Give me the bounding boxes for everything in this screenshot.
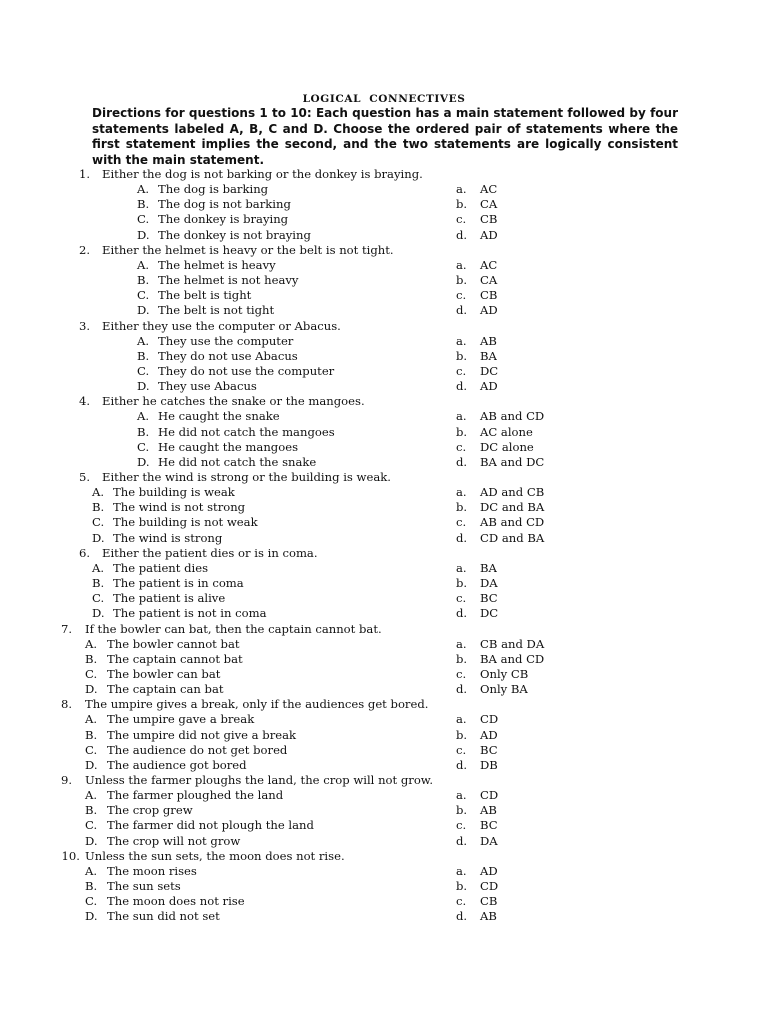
- option-row: [0, 637, 768, 652]
- question-row: [0, 849, 768, 864]
- option-letter: B.: [85, 803, 98, 818]
- answer-choice-letter: c.: [456, 212, 467, 227]
- answer-choice-letter: a.: [456, 182, 467, 197]
- option-row: [0, 379, 768, 394]
- option-row: [0, 591, 768, 606]
- option-row: [0, 288, 768, 303]
- answer-choice-letter: b.: [456, 651, 468, 666]
- question-statement: Either the patient dies or is in coma.: [102, 545, 318, 560]
- answer-choice-letter: c.: [456, 742, 467, 757]
- question-number: 6.: [78, 545, 90, 560]
- option-text: They use the computer: [158, 333, 294, 348]
- option-row: [0, 364, 768, 379]
- question-row: [0, 546, 768, 561]
- option-letter: A.: [92, 485, 105, 500]
- question-number: 8.: [60, 697, 72, 712]
- option-letter: D.: [137, 227, 150, 242]
- option-row: [0, 531, 768, 546]
- option-text: The building is not weak: [113, 515, 258, 530]
- option-text: They do not use Abacus: [158, 348, 298, 363]
- answer-choice-letter: a.: [456, 788, 467, 803]
- option-row: [0, 834, 768, 849]
- option-text: The captain can bat: [107, 682, 224, 697]
- option-row: [0, 879, 768, 894]
- question-number: 10.: [61, 848, 80, 863]
- option-text: The farmer did not plough the land: [107, 818, 314, 833]
- directions-text: Directions for questions 1 to 10: Each question has a main statement followed by four statements labeled A, B, C and D. Choose the ordered pair of statements where the first statement implies the second, and the two statements are logically consistent with the main statement.: [92, 106, 678, 167]
- option-text: The crop grew: [107, 803, 193, 818]
- option-letter: D.: [85, 833, 98, 848]
- answer-choice-text: BC: [480, 818, 498, 833]
- option-text: The donkey is not braying: [158, 227, 311, 242]
- option-letter: D.: [85, 909, 98, 924]
- answer-choice-text: BA: [480, 560, 497, 575]
- question-statement: Either the wind is strong or the building is weak.: [102, 470, 391, 484]
- question-statement: The umpire gives a break, only if the audiences get bored.: [85, 697, 429, 712]
- answer-choice-text: AC alone: [480, 424, 533, 439]
- option-row: [0, 712, 768, 727]
- answer-choice-letter: b.: [456, 803, 468, 818]
- option-row: [0, 576, 768, 591]
- question-number: 1.: [78, 167, 90, 181]
- option-row: [0, 455, 768, 470]
- question-statement: Either they use the computer or Abacus.: [102, 318, 341, 333]
- option-row: [0, 197, 768, 212]
- option-letter: D.: [85, 682, 98, 697]
- option-letter: A.: [85, 636, 98, 651]
- answer-choice-text: CB and DA: [480, 636, 545, 651]
- option-text: The building is weak: [113, 485, 235, 500]
- answer-choice-letter: b.: [456, 576, 468, 591]
- option-letter: C.: [85, 666, 98, 681]
- question-row: [0, 319, 768, 334]
- question-statement: Either the dog is not barking or the donkey is braying.: [102, 167, 423, 181]
- question-number: 7.: [60, 621, 72, 636]
- answer-choice-letter: c.: [456, 666, 467, 681]
- option-letter: B.: [137, 348, 150, 363]
- question-row: [0, 773, 768, 788]
- option-letter: A.: [137, 257, 150, 272]
- answer-choice-letter: a.: [456, 863, 467, 878]
- question-number: 4.: [78, 394, 90, 409]
- option-letter: A.: [85, 788, 98, 803]
- option-letter: B.: [137, 273, 150, 288]
- option-text: The dog is not barking: [158, 197, 291, 212]
- answer-choice-text: DC alone: [480, 439, 534, 454]
- option-text: He did not catch the snake: [158, 454, 317, 469]
- option-row: [0, 500, 768, 515]
- answer-choice-text: CB: [480, 288, 498, 303]
- option-row: [0, 743, 768, 758]
- answer-choice-text: AD: [480, 863, 498, 878]
- answer-choice-text: CD: [480, 879, 499, 894]
- option-row: [0, 409, 768, 424]
- answer-choice-text: DC: [480, 606, 499, 621]
- option-row: [0, 788, 768, 803]
- option-text: The donkey is braying: [158, 212, 289, 227]
- option-row: [0, 212, 768, 227]
- option-text: The patient is not in coma: [113, 606, 267, 621]
- option-text: The sun sets: [107, 879, 181, 894]
- answer-choice-letter: d.: [456, 909, 468, 924]
- answer-choice-text: CA: [480, 273, 498, 288]
- answer-choice-letter: d.: [456, 682, 468, 697]
- answer-choice-letter: b.: [456, 273, 468, 288]
- option-row: [0, 894, 768, 909]
- answer-choice-text: AD: [480, 227, 498, 242]
- answer-choice-letter: a.: [456, 712, 467, 727]
- option-row: [0, 667, 768, 682]
- option-letter: C.: [85, 742, 98, 757]
- answer-choice-text: DB: [480, 757, 498, 772]
- option-row: [0, 682, 768, 697]
- option-letter: C.: [137, 288, 150, 303]
- option-text: They do not use the computer: [158, 363, 335, 378]
- answer-choice-letter: b.: [456, 424, 468, 439]
- answer-choice-text: CB: [480, 894, 498, 909]
- answer-choice-text: AD: [480, 379, 498, 394]
- option-text: The audience got bored: [107, 757, 247, 772]
- answer-choice-text: AD: [480, 727, 498, 742]
- answer-choice-letter: a.: [456, 636, 467, 651]
- option-letter: D.: [137, 303, 150, 318]
- question-row: [0, 243, 768, 258]
- answer-choice-text: AB and CD: [480, 515, 545, 530]
- option-text: The audience do not get bored: [107, 742, 288, 757]
- answer-choice-letter: b.: [456, 348, 468, 363]
- question-row: [0, 167, 768, 182]
- answer-choice-letter: d.: [456, 606, 468, 621]
- option-letter: B.: [92, 500, 105, 515]
- question-row: [0, 470, 768, 485]
- answer-choice-letter: a.: [456, 560, 467, 575]
- question-number: 9.: [60, 773, 72, 787]
- option-letter: C.: [92, 591, 105, 606]
- answer-choice-text: AB: [480, 803, 497, 818]
- option-letter: B.: [137, 197, 150, 212]
- question-number: 5.: [78, 470, 90, 484]
- option-letter: D.: [92, 530, 105, 545]
- question-statement: Either the helmet is heavy or the belt is not tight.: [102, 242, 394, 257]
- question-row: [0, 622, 768, 637]
- answer-choice-text: AB: [480, 333, 497, 348]
- option-text: The wind is not strong: [113, 500, 246, 515]
- answer-choice-text: CD: [480, 788, 499, 803]
- option-text: He caught the mangoes: [158, 439, 299, 454]
- answer-choice-letter: d.: [456, 379, 468, 394]
- option-letter: C.: [137, 363, 150, 378]
- question-statement: If the bowler can bat, then the captain cannot bat.: [85, 621, 382, 636]
- option-letter: B.: [137, 424, 150, 439]
- answer-choice-letter: a.: [456, 409, 467, 424]
- option-letter: C.: [85, 894, 98, 909]
- option-row: [0, 228, 768, 243]
- option-letter: A.: [92, 560, 105, 575]
- option-row: [0, 440, 768, 455]
- option-letter: D.: [137, 379, 150, 394]
- option-letter: A.: [137, 333, 150, 348]
- answer-choice-letter: d.: [456, 833, 468, 848]
- option-letter: A.: [137, 409, 150, 424]
- answer-choice-text: BA and CD: [480, 651, 545, 666]
- answer-choice-text: BC: [480, 742, 498, 757]
- option-letter: D.: [137, 454, 150, 469]
- answer-choice-text: AB: [480, 909, 497, 924]
- question-statement: Unless the farmer ploughs the land, the crop will not grow.: [85, 773, 434, 787]
- option-row: [0, 485, 768, 500]
- option-letter: D.: [92, 606, 105, 621]
- answer-choice-text: Only BA: [480, 682, 528, 697]
- option-letter: B.: [85, 651, 98, 666]
- answer-choice-text: DC and BA: [480, 500, 545, 515]
- answer-choice-letter: c.: [456, 363, 467, 378]
- answer-choice-text: BA: [480, 348, 497, 363]
- option-text: The crop will not grow: [107, 833, 241, 848]
- option-row: [0, 818, 768, 833]
- answer-choice-text: DA: [480, 833, 498, 848]
- option-text: The patient dies: [113, 560, 209, 575]
- option-letter: D.: [85, 757, 98, 772]
- option-row: [0, 803, 768, 818]
- answer-choice-text: DC: [480, 363, 499, 378]
- answer-choice-letter: c.: [456, 515, 467, 530]
- option-row: [0, 349, 768, 364]
- answer-choice-text: CA: [480, 197, 498, 212]
- question-statement: Unless the sun sets, the moon does not rise.: [85, 848, 345, 863]
- question-number: 3.: [78, 318, 90, 333]
- option-row: [0, 334, 768, 349]
- question-number: 2.: [78, 242, 90, 257]
- option-row: [0, 258, 768, 273]
- option-text: The dog is barking: [158, 182, 269, 197]
- option-row: [0, 182, 768, 197]
- answer-choice-letter: c.: [456, 894, 467, 909]
- answer-choice-text: Only CB: [480, 666, 529, 681]
- answer-choice-text: AC: [480, 182, 498, 197]
- option-letter: C.: [137, 439, 150, 454]
- option-text: The bowler cannot bat: [107, 636, 240, 651]
- answer-choice-text: CB: [480, 212, 498, 227]
- option-text: The helmet is not heavy: [158, 273, 299, 288]
- option-text: The wind is strong: [113, 530, 223, 545]
- question-statement: Either he catches the snake or the mangoes.: [102, 394, 365, 409]
- option-text: The umpire did not give a break: [107, 727, 297, 742]
- option-row: [0, 303, 768, 318]
- option-text: The belt is not tight: [158, 303, 275, 318]
- answer-choice-text: CD and BA: [480, 530, 545, 545]
- answer-choice-letter: c.: [456, 818, 467, 833]
- option-letter: A.: [85, 863, 98, 878]
- option-text: The moon does not rise: [107, 894, 245, 909]
- option-row: [0, 425, 768, 440]
- question-row: [0, 394, 768, 409]
- option-text: The captain cannot bat: [107, 651, 243, 666]
- answer-choice-letter: c.: [456, 288, 467, 303]
- option-letter: B.: [85, 727, 98, 742]
- answer-choice-letter: b.: [456, 500, 468, 515]
- option-letter: C.: [92, 515, 105, 530]
- answer-choice-letter: c.: [456, 439, 467, 454]
- answer-choice-letter: d.: [456, 757, 468, 772]
- question-row: [0, 697, 768, 712]
- answer-choice-text: AD and CB: [480, 485, 545, 500]
- answer-choice-letter: a.: [456, 333, 467, 348]
- option-row: [0, 909, 768, 924]
- option-text: The patient is in coma: [113, 576, 244, 591]
- option-letter: A.: [137, 182, 150, 197]
- answer-choice-letter: d.: [456, 454, 468, 469]
- answer-choice-letter: a.: [456, 257, 467, 272]
- option-row: [0, 758, 768, 773]
- option-row: [0, 864, 768, 879]
- answer-choice-letter: d.: [456, 303, 468, 318]
- page-title: LOGICAL CONNECTIVES: [302, 93, 466, 105]
- answer-choice-text: AB and CD: [480, 409, 545, 424]
- option-row: [0, 728, 768, 743]
- option-letter: B.: [85, 879, 98, 894]
- option-text: The sun did not set: [107, 909, 220, 924]
- option-text: The belt is tight: [158, 288, 252, 303]
- answer-choice-letter: b.: [456, 197, 468, 212]
- answer-choice-text: DA: [480, 576, 498, 591]
- option-text: He did not catch the mangoes: [158, 424, 335, 439]
- answer-choice-letter: a.: [456, 485, 467, 500]
- answer-choice-letter: b.: [456, 727, 468, 742]
- answer-choice-letter: b.: [456, 879, 468, 894]
- option-row: [0, 515, 768, 530]
- option-row: [0, 606, 768, 621]
- answer-choice-text: AC: [480, 257, 498, 272]
- option-row: [0, 273, 768, 288]
- option-text: The farmer ploughed the land: [107, 788, 284, 803]
- answer-choice-text: BC: [480, 591, 498, 606]
- option-row: [0, 561, 768, 576]
- option-letter: C.: [85, 818, 98, 833]
- answer-choice-text: BA and DC: [480, 454, 545, 469]
- option-letter: C.: [137, 212, 150, 227]
- option-text: The patient is alive: [113, 591, 226, 606]
- option-text: The umpire gave a break: [107, 712, 255, 727]
- option-letter: A.: [85, 712, 98, 727]
- option-row: [0, 652, 768, 667]
- option-text: They use Abacus: [158, 379, 257, 394]
- answer-choice-text: CD: [480, 712, 499, 727]
- answer-choice-letter: c.: [456, 591, 467, 606]
- option-text: He caught the snake: [158, 409, 280, 424]
- option-text: The helmet is heavy: [158, 257, 276, 272]
- answer-choice-letter: d.: [456, 227, 468, 242]
- option-text: The bowler can bat: [107, 666, 221, 681]
- answer-choice-letter: d.: [456, 530, 468, 545]
- option-text: The moon rises: [107, 863, 197, 878]
- option-letter: B.: [92, 576, 105, 591]
- answer-choice-text: AD: [480, 303, 498, 318]
